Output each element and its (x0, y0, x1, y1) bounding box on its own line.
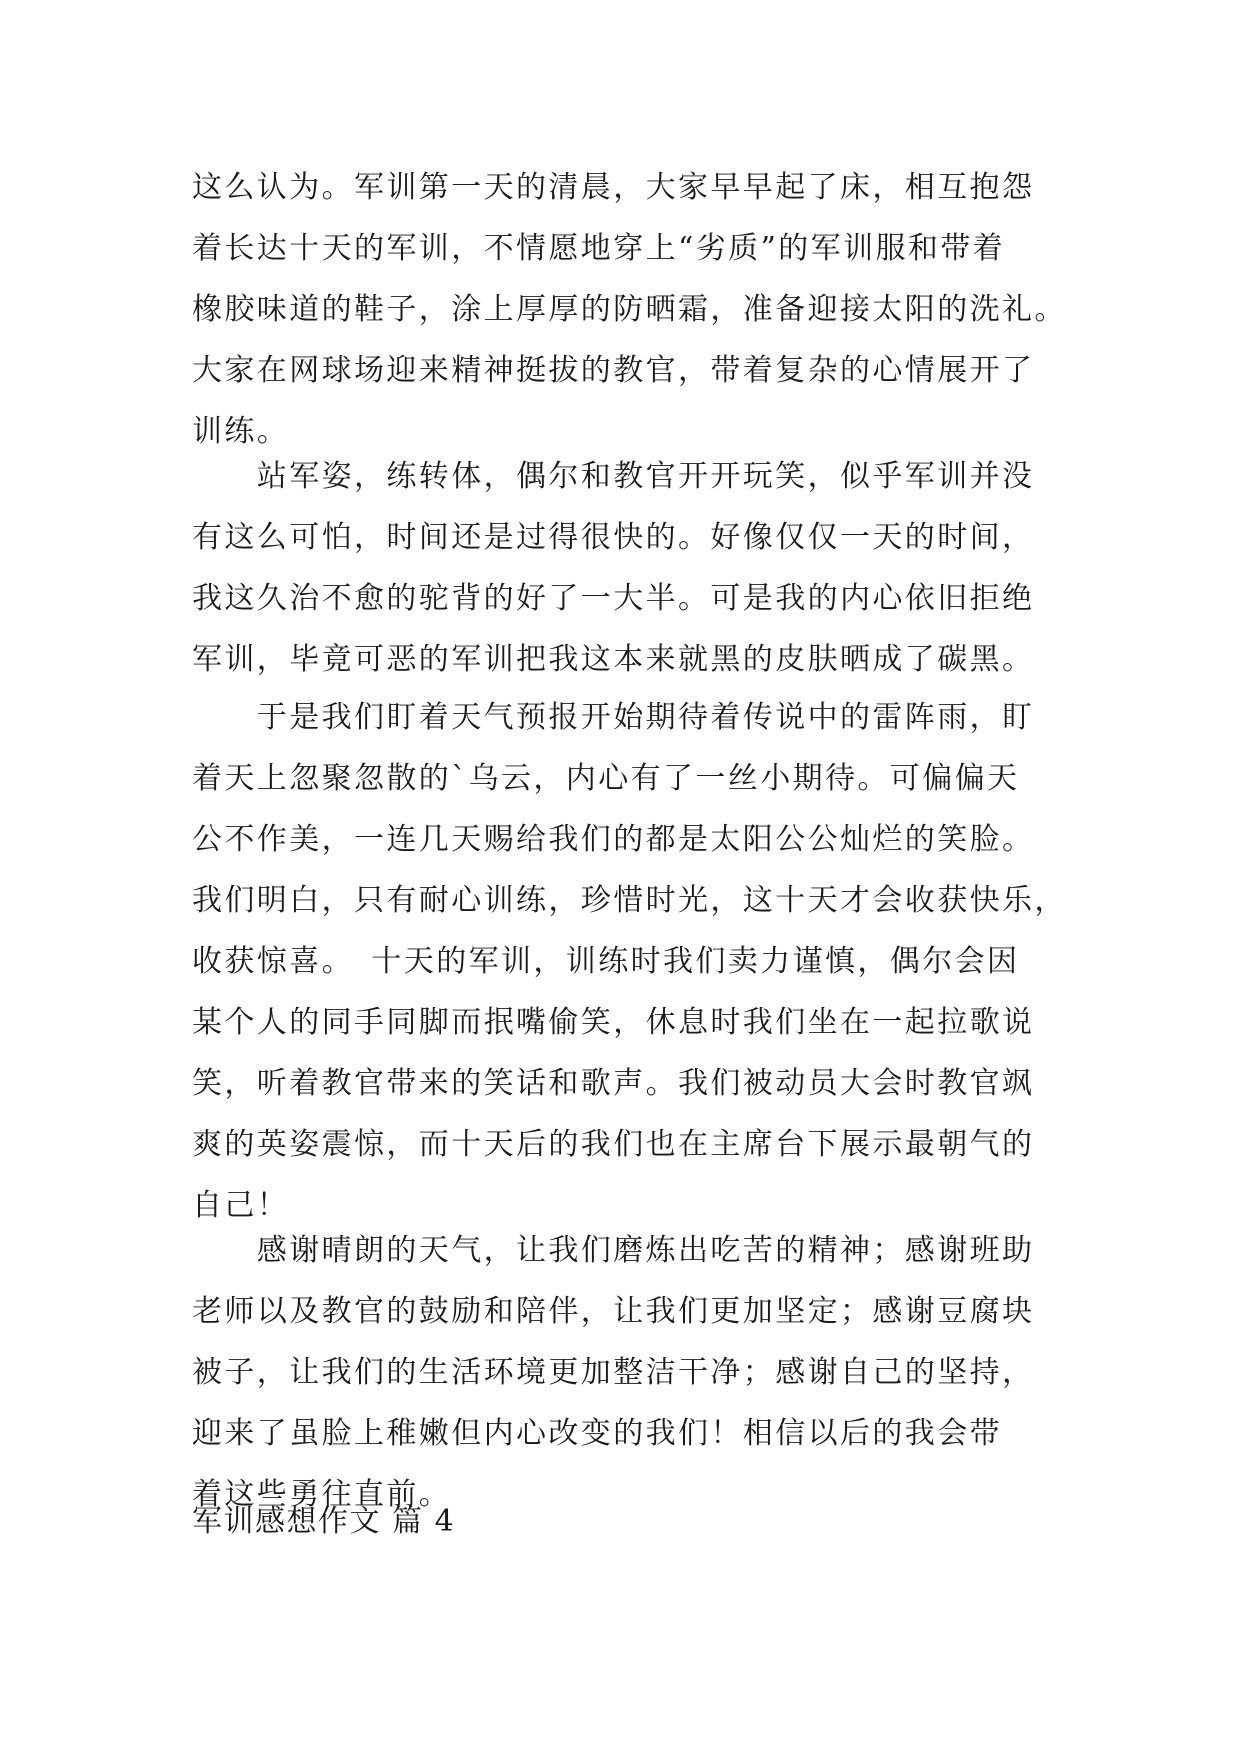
text-line: 我这久治不愈的驼背的好了一大半。可是我的内心依旧拒绝 (192, 581, 1035, 616)
text-line: 收获惊喜。 十天的军训，训练时我们卖力谨慎，偶尔会因 (192, 944, 1020, 979)
text-line: 感谢晴朗的天气，让我们磨炼出吃苦的精神；感谢班助 (192, 1233, 1035, 1268)
paragraph-1 (192, 157, 1067, 462)
text-line: 被子，让我们的生活环境更加整洁干净；感谢自己的坚持， (192, 1355, 1035, 1390)
text-line: 公不作美，一连几天赐给我们的都是太阳公公灿烂的笑脸。 (192, 822, 1035, 857)
text-line: 于是我们盯着天气预报开始期待着传说中的雷阵雨，盯 (192, 700, 1035, 735)
text-line: 站军姿，练转体，偶尔和教官开开玩笑，似乎军训并没 (192, 459, 1035, 494)
section-heading: 军训感想作文 篇 4 (192, 1504, 456, 1539)
text-line: 大家在网球场迎来精神挺拔的教官，带着复杂的心情展开了 (192, 353, 1035, 388)
paragraph-2 (192, 446, 1052, 690)
text-line: 着天上忽聚忽散的`乌云，内心有了一丝小期待。可偏偏天 (192, 761, 1020, 796)
text-line: 迎来了虽脸上稚嫩但内心改变的我们！相信以后的我会带 (192, 1416, 1002, 1451)
paragraph-4 (192, 1220, 1052, 1525)
text-line: 橡胶味道的鞋子，涂上厚厚的防晒霜，准备迎接太阳的洗礼。 (192, 292, 1067, 327)
text-line: 军训，毕竟可恶的军训把我这本来就黑的皮肤晒成了碳黑。 (192, 642, 1035, 677)
text-line: 笑，听着教官带来的笑话和歌声。我们被动员大会时教官飒 (192, 1066, 1035, 1101)
text-line: 训练。 (192, 414, 290, 449)
text-line: 我们明白，只有耐心训练，珍惜时光，这十天才会收获快乐， (192, 883, 1067, 918)
text-line: 某个人的同手同脚而抿嘴偷笑，休息时我们坐在一起拉歌说 (192, 1005, 1035, 1040)
paragraph-3 (192, 687, 1067, 1236)
text-line: 着长达十天的军训，不情愿地穿上“劣质”的军训服和带着 (192, 231, 1006, 266)
text-line: 这么认为。军训第一天的清晨，大家早早起了床，相互抱怨 (192, 170, 1035, 205)
text-line: 自己！ (192, 1188, 290, 1223)
text-line: 爽的英姿震惊，而十天后的我们也在主席台下展示最朝气的 (192, 1127, 1035, 1162)
text-line: 老师以及教官的鼓励和陪伴，让我们更加坚定；感谢豆腐块 (192, 1294, 1035, 1329)
text-line: 着这些勇往直前。 (192, 1477, 452, 1512)
text-line: 有这么可怕，时间还是过得很快的。好像仅仅一天的时间， (192, 520, 1035, 555)
